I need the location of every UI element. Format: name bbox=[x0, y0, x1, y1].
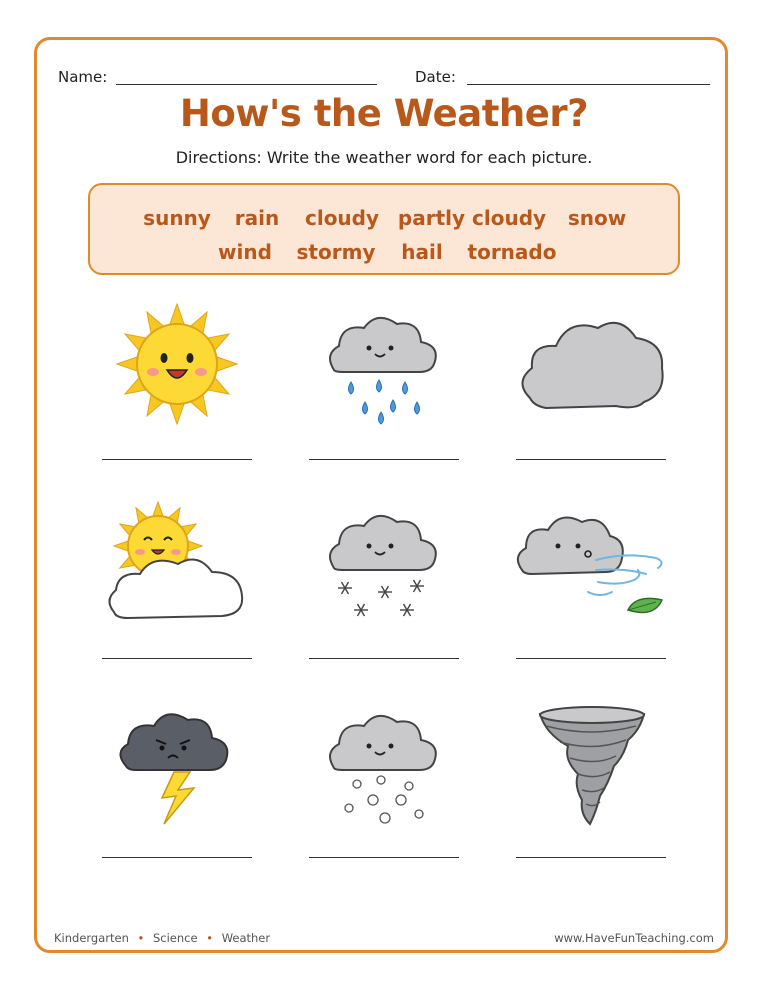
footer-categories bbox=[54, 931, 270, 945]
snow-cloud-icon bbox=[309, 500, 459, 630]
snow-picture bbox=[309, 500, 459, 630]
word-bank-item: rain bbox=[234, 206, 280, 230]
partly-cloudy-picture bbox=[102, 500, 252, 630]
footer-separator: • bbox=[137, 931, 145, 945]
cloudy-picture bbox=[516, 302, 666, 432]
word-bank bbox=[88, 183, 680, 275]
word-bank-item: wind bbox=[218, 240, 272, 264]
date-input-line[interactable] bbox=[467, 84, 710, 85]
footer-separator: • bbox=[206, 931, 214, 945]
answer-line[interactable] bbox=[309, 658, 459, 659]
storm-cloud-icon bbox=[102, 700, 252, 830]
hail-cloud-icon bbox=[309, 700, 459, 830]
name-input-line[interactable] bbox=[116, 84, 377, 85]
wind-cloud-icon bbox=[516, 500, 666, 630]
word-bank-item: snow bbox=[567, 206, 627, 230]
answer-line[interactable] bbox=[102, 658, 252, 659]
date-label: Date: bbox=[415, 68, 456, 86]
sun-picture bbox=[102, 302, 252, 432]
answer-line[interactable] bbox=[516, 857, 666, 858]
stormy-picture bbox=[102, 700, 252, 830]
answer-line[interactable] bbox=[309, 857, 459, 858]
word-bank-item: tornado bbox=[467, 240, 557, 264]
directions-text: Directions: Write the weather word for each picture. bbox=[175, 148, 593, 167]
word-bank-item: hail bbox=[401, 240, 443, 264]
word-bank-item: cloudy bbox=[304, 206, 380, 230]
cloud-icon bbox=[516, 302, 666, 432]
rain-cloud-icon bbox=[309, 302, 459, 432]
partly-cloudy-icon bbox=[102, 500, 252, 630]
tornado-icon bbox=[516, 700, 666, 830]
answer-line[interactable] bbox=[102, 857, 252, 858]
name-label: Name: bbox=[58, 68, 108, 86]
word-bank-item: sunny bbox=[143, 206, 211, 230]
tornado-picture bbox=[516, 700, 666, 830]
footer-grade: Kindergarten bbox=[54, 931, 129, 945]
footer-topic: Weather bbox=[221, 931, 271, 945]
word-bank-item: stormy bbox=[296, 240, 376, 264]
answer-line[interactable] bbox=[516, 459, 666, 460]
rain-picture bbox=[309, 302, 459, 432]
answer-line[interactable] bbox=[516, 658, 666, 659]
hail-picture bbox=[309, 700, 459, 830]
wind-picture bbox=[516, 500, 666, 630]
answer-line[interactable] bbox=[102, 459, 252, 460]
worksheet-title: How's the Weather? bbox=[179, 92, 589, 135]
footer-website[interactable]: www.HaveFunTeaching.com bbox=[554, 931, 714, 945]
footer-subject: Science bbox=[152, 931, 198, 945]
answer-line[interactable] bbox=[309, 459, 459, 460]
sun-icon bbox=[102, 302, 252, 432]
word-bank-item: partly cloudy bbox=[397, 206, 547, 230]
